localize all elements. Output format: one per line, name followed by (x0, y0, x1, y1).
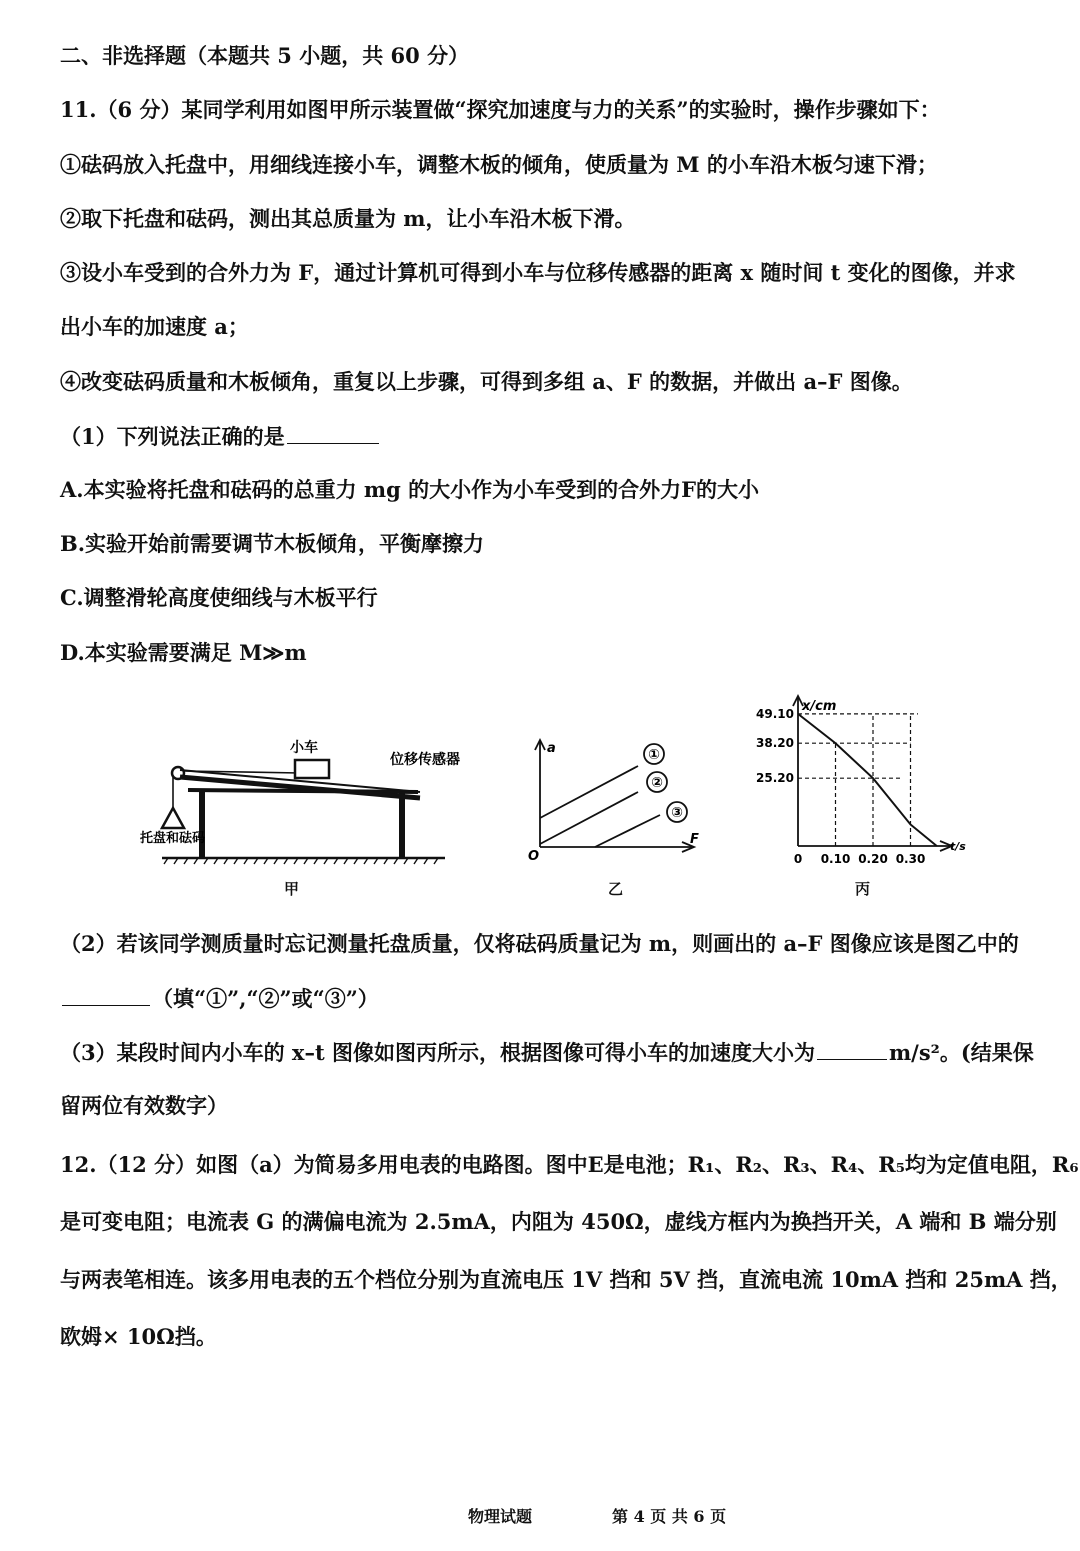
q11-stem: 11.（6 分）某同学利用如图甲所示装置做“探究加速度与力的关系”的实验时，操作步骤如下： (60, 97, 941, 122)
q11-step-3: ③设小车受到的合外力为 F，通过计算机可得到小车与位移传感器的距离 x 随时间 t 变化的图像，并求 (60, 260, 1016, 285)
figure-bing-chart (750, 690, 980, 870)
origin-label: O (528, 849, 540, 864)
caption-yi: 乙 (608, 880, 624, 898)
marker-2: ② (651, 775, 663, 791)
q11-sub1 (60, 421, 1030, 452)
line-1 (540, 766, 638, 818)
q11-sub2: （2）若该同学测质量时忘记测量托盘质量，仅将砝码质量记为 m，则画出的 a–F 图像应该是图乙中的 (60, 931, 1019, 956)
section-title: 二、非选择题（本题共 5 小题，共 60 分） (60, 43, 470, 68)
option-d: D.本实验需要满足 M≫m (60, 640, 307, 665)
x-tick-label-1: 0.10 (820, 852, 851, 866)
q12-line-3: 与两表笔相连。该多用电表的五个档位分别为直流电压 1V 挡和 5V 挡，直流电流 10mA 挡和 25mA 挡， (60, 1267, 1072, 1292)
q12-line-4: 欧姆× 10Ω挡。 (60, 1324, 217, 1349)
footer-subject: 物理试题 (468, 1507, 533, 1526)
q11-step-1: ①砝码放入托盘中，用细线连接小车，调整木板的倾角，使质量为 M 的小车沿木板匀速下滑； (60, 152, 938, 177)
marker-1: ① (648, 747, 660, 763)
series-x-t (798, 714, 937, 846)
figure-yi (520, 732, 710, 872)
q12-line-2: 是可变电阻；电流表 G 的满偏电流为 2.5mA，内阻为 450Ω，虚线方框内为换挡开关，A 端和 B 端分别 (60, 1209, 1057, 1234)
q11-sub1-text: （1）下列说法正确的是 (60, 424, 285, 449)
x-tick-label-0: 0 (793, 852, 803, 866)
y-tick-label-1: 38.20 (756, 736, 794, 751)
table-top (188, 790, 418, 792)
figure-jia (140, 730, 480, 870)
q11-sub3-unit: m/s²。(结果保 (888, 1040, 1034, 1065)
q11-step-3-cont: 出小车的加速度 a； (60, 314, 249, 339)
tray-label: 托盘和砝码 (140, 831, 206, 846)
q11-sub3-text: （3）某段时间内小车的 x–t 图像如图丙所示，根据图像可得小车的加速度大小为 (60, 1040, 815, 1065)
answer-blank-1[interactable] (287, 421, 379, 444)
option-c: C.调整滑轮高度使细线与木板平行 (60, 585, 378, 610)
caption-bing: 丙 (855, 880, 871, 898)
y-tick-label-2: 25.20 (756, 771, 794, 786)
q11-sub3-cont: 留两位有效数字） (60, 1093, 228, 1118)
line-3 (595, 815, 660, 847)
option-b: B.实验开始前需要调节木板倾角，平衡摩擦力 (60, 531, 485, 556)
marker-3: ③ (671, 805, 683, 821)
a-label: a (547, 741, 556, 756)
tray-icon (162, 808, 184, 828)
f-label: F (690, 832, 699, 847)
q11-sub2-hint: （填“①”,“②”或“③”） (152, 986, 379, 1011)
x-axis-label: t/s (950, 840, 966, 853)
cart-icon (295, 760, 329, 778)
y-tick-label-0: 49.10 (756, 706, 794, 721)
cart-label: 小车 (290, 740, 318, 756)
q11-sub3 (60, 1037, 1034, 1068)
sensor-label: 位移传感器 (390, 752, 460, 768)
option-a: A.本实验将托盘和砝码的总重力 mg 的大小作为小车受到的合外力F的大小 (60, 477, 760, 502)
q11-step-4: ④改变砝码质量和木板倾角，重复以上步骤，可得到多组 a、F 的数据，并做出 a–F 图像。 (60, 369, 913, 394)
y-axis-label: x/cm (802, 699, 837, 714)
x-tick-label-2: 0.20 (858, 852, 888, 866)
caption-jia: 甲 (284, 880, 300, 898)
pulley-icon (172, 767, 184, 779)
q11-sub2-cont (60, 983, 1030, 1014)
line-2 (540, 792, 638, 844)
answer-blank-2[interactable] (62, 983, 150, 1006)
x-tick-label-3: 0.30 (895, 852, 926, 866)
footer-page: 第 4 页 共 6 页 (612, 1507, 727, 1526)
q12-line-1: 12.（12 分）如图（a）为简易多用电表的电路图。图中E是电池；R₁、R₂、R₃、R₄、R₅均为定值电阻，R₆ (60, 1152, 1079, 1177)
answer-blank-3[interactable] (817, 1037, 887, 1060)
q11-step-2: ②取下托盘和砝码，测出其总质量为 m，让小车沿木板下滑。 (60, 206, 636, 231)
